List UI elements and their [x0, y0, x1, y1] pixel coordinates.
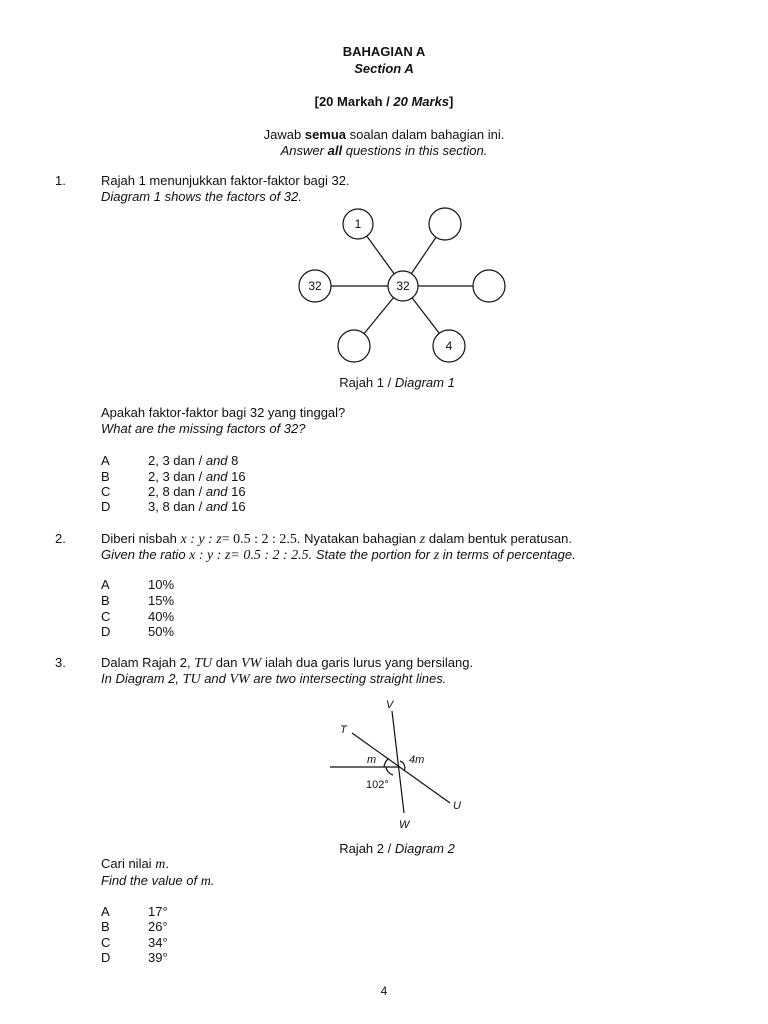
- q3-stem-en: [101, 671, 446, 687]
- q1-node-top-right: [429, 208, 461, 240]
- q2-stem-ms-text: Diberi nisbah: [101, 531, 177, 546]
- q1-option-a-and: and: [205, 453, 228, 468]
- q3-find-ms-text: Cari nilai: [101, 856, 152, 871]
- instruction-en: [0, 143, 768, 158]
- q3-line-tu: TU: [194, 656, 213, 671]
- q3-find-en-text: Find the value of: [101, 873, 198, 888]
- q1-option-c-and: and: [205, 484, 228, 499]
- q3-var-m-en: m: [200, 874, 211, 889]
- q3-option-a: 17°: [148, 904, 168, 919]
- q1-option-letter: C: [101, 484, 111, 499]
- q1-option-a-text: 2, 3 dan /: [148, 453, 203, 468]
- q1-option-letter: B: [101, 469, 110, 484]
- q3-caption-en: Diagram 2: [394, 841, 455, 856]
- q2-ratio-vars: x : y : z: [180, 532, 222, 547]
- section-title-en: Section A: [354, 61, 414, 76]
- q3-option-letter: A: [101, 904, 110, 919]
- q1-left-label: 32: [308, 279, 322, 293]
- q2-stem-en: [101, 547, 576, 563]
- q2-stem-en-text: Given the ratio: [101, 547, 186, 562]
- instruction-ms-text: Jawab: [263, 127, 302, 142]
- marks-line: [20 Markah / 20 Marks]: [314, 94, 454, 109]
- q2-stem-ms-text-3: dalam bentuk peratusan.: [428, 531, 572, 546]
- q3-option-letter: D: [101, 950, 111, 965]
- q1-option-b-value: 16: [231, 469, 246, 484]
- q2-option-letter: B: [101, 593, 110, 608]
- q2-stem-ms: [101, 531, 572, 547]
- q2-option-letter: C: [101, 609, 111, 624]
- q3-find-ms: Cari nilai m.: [101, 856, 169, 872]
- instruction-ms-bold: semua: [304, 127, 347, 142]
- q3-label-u: U: [453, 800, 461, 812]
- instruction-ms-text-2: soalan dalam bahagian ini.: [349, 127, 505, 142]
- q1-caption: Rajah 1 / Diagram 1: [339, 375, 455, 390]
- q2-ratio-values-en: = 0.5 : 2 : 2.5: [230, 548, 309, 563]
- q2-option-letter: A: [101, 577, 110, 592]
- q1-caption-ms: Rajah 1: [339, 375, 384, 390]
- q1-option-letter: A: [101, 453, 110, 468]
- q1-factor-diagram: [290, 200, 520, 372]
- q1-stem-en: Diagram 1 shows the factors of 32.: [101, 189, 302, 204]
- instruction-en-bold: all: [327, 143, 343, 158]
- section-title-ms: BAHAGIAN A: [342, 44, 426, 59]
- q3-line-vw-en: VW: [229, 672, 250, 687]
- q1-option-letter: D: [101, 499, 111, 514]
- q3-caption-ms: Rajah 2: [339, 841, 384, 856]
- q3-stem-ms-text-3: ialah dua garis lurus yang bersilang.: [264, 655, 474, 670]
- page-number: 4: [380, 984, 388, 998]
- q1-question-en: What are the missing factors of 32?: [101, 421, 306, 436]
- q2-ratio-vars-en: x : y : z: [189, 548, 231, 563]
- q3-option-b: 26°: [148, 919, 168, 934]
- q2-stem-en-text-2: . State the portion for: [308, 547, 431, 562]
- q3-stem-ms: [101, 655, 473, 671]
- q1-option-a: [148, 453, 238, 468]
- q1-option-b-text: 2, 3 dan /: [148, 469, 203, 484]
- marks-en: 20 Marks: [393, 94, 450, 109]
- q2-option-c: 40%: [148, 609, 175, 624]
- q2-option-b: 15%: [148, 593, 175, 608]
- q3-line-vw: VW: [241, 656, 262, 671]
- q1-caption-en: Diagram 1: [394, 375, 455, 390]
- q2-ratio-values: = 0.5 : 2 : 2.5: [221, 532, 297, 547]
- q3-angle-4m: 4m: [409, 754, 425, 766]
- q2-option-a: 10%: [148, 577, 175, 592]
- q3-number: 3.: [55, 655, 66, 670]
- q1-option-d-text: 3, 8 dan /: [148, 499, 203, 514]
- q3-stem-en-text-3: are two intersecting straight lines.: [253, 671, 447, 686]
- q3-option-letter: B: [101, 919, 110, 934]
- q1-top-left-label: 1: [354, 217, 362, 231]
- marks-ms: 20 Markah: [318, 94, 383, 109]
- q2-var-z: z: [419, 532, 426, 547]
- q2-option-d: 50%: [148, 624, 175, 639]
- q3-var-m: m: [155, 857, 166, 872]
- q2-stem-en-text-3: in terms of percentage.: [442, 547, 576, 562]
- q1-bottom-right-label: 4: [445, 339, 453, 353]
- q1-option-d: [148, 499, 246, 514]
- q3-stem-en-text-2: and: [204, 671, 226, 686]
- q3-label-v: V: [386, 699, 394, 711]
- q1-option-d-value: 16: [231, 499, 246, 514]
- q3-label-t: T: [340, 724, 347, 736]
- q2-number: 2.: [55, 531, 66, 546]
- q1-option-b: [148, 469, 246, 484]
- q2-stem-ms-text-2: . Nyatakan bahagian: [296, 531, 417, 546]
- q3-stem-ms-text: Dalam Rajah 2,: [101, 655, 191, 670]
- q1-option-c: [148, 484, 246, 499]
- q1-option-b-and: and: [205, 469, 228, 484]
- q3-label-w: W: [399, 819, 410, 831]
- q3-option-letter: C: [101, 935, 111, 950]
- q2-var-z-en: z: [433, 548, 440, 563]
- q3-option-d: 39°: [148, 950, 168, 965]
- q1-node-right: [473, 270, 505, 302]
- q1-question-ms: Apakah faktor-faktor bagi 32 yang tinggal?: [101, 405, 346, 420]
- q1-option-a-value: 8: [231, 453, 239, 468]
- q1-number: 1.: [55, 173, 66, 188]
- q1-option-c-text: 2, 8 dan /: [148, 484, 203, 499]
- q3-stem-ms-text-2: dan: [215, 655, 238, 670]
- instruction-en-text: Answer: [280, 143, 324, 158]
- q3-caption: Rajah 2 / Diagram 2: [339, 841, 455, 856]
- q1-node-bottom-left: [338, 330, 370, 362]
- q1-option-c-value: 16: [231, 484, 246, 499]
- q3-find-en: Find the value of m.: [101, 873, 215, 889]
- q3-option-c: 34°: [148, 935, 168, 950]
- q3-stem-en-text: In Diagram 2,: [101, 671, 180, 686]
- q1-center-label: 32: [396, 279, 410, 293]
- instruction-ms: [0, 127, 768, 142]
- q3-angle-diagram: [320, 695, 470, 835]
- q3-angle-m: m: [367, 754, 377, 766]
- q3-angle-102: 102°: [366, 779, 389, 791]
- q1-stem-ms: Rajah 1 menunjukkan faktor-faktor bagi 32.: [101, 173, 350, 188]
- instruction-en-text-2: questions in this section.: [345, 143, 488, 158]
- q2-option-letter: D: [101, 624, 111, 639]
- q3-line-tu-en: TU: [182, 672, 201, 687]
- q1-option-d-and: and: [205, 499, 228, 514]
